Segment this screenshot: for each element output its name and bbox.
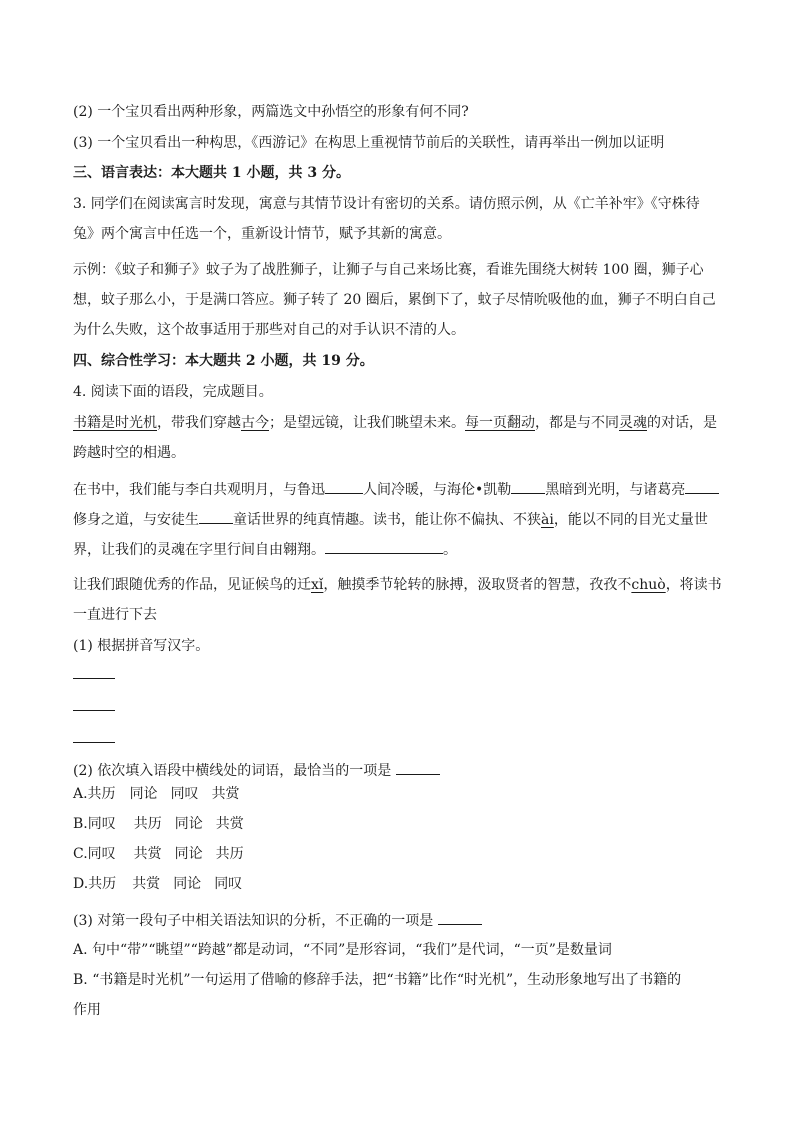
answer-blank[interactable] <box>73 664 115 679</box>
option-word: 同论 <box>173 876 202 892</box>
answer-line-3[interactable] <box>73 728 115 749</box>
underlined-phrase: 灵魂 <box>619 415 647 431</box>
passage-text: ，都是与不同 <box>535 415 619 431</box>
passage-text: 黑暗到光明，与诸葛亮 <box>545 482 686 498</box>
option-row-b[interactable] <box>73 814 244 834</box>
passage-text: ，能以不同的目光丈量世 <box>553 512 708 528</box>
passage-paragraph-2-line-2 <box>73 509 708 530</box>
question-3-line-2: 兔》两个寓言中任选一个，重新设计情节，赋予其新的寓意。 <box>73 226 451 242</box>
passage-text: 童话世界的纯真情趣。读书，能让你不偏执、不狭 <box>233 512 541 528</box>
passage-text: ，带我们穿越 <box>157 415 241 431</box>
option-row-d[interactable] <box>73 874 242 894</box>
question-4-intro: 4. 阅读下面的语段，完成题目。 <box>73 384 273 400</box>
option-b-line-2: 作用 <box>73 1002 101 1018</box>
question-2-sub-3: (3) 一个宝贝看出一种构思，《西游记》在构思上重视情节前后的关联性，请再举出一例加以证明 <box>73 135 665 151</box>
option-word: 共历 <box>133 816 162 832</box>
option-word: A.共历 <box>73 786 116 802</box>
sub-question-3 <box>73 910 482 931</box>
passage-text: ；是望远镜，让我们眺望未来。 <box>269 415 465 431</box>
passage-text: 让我们跟随优秀的作品，见证候鸟的迁 <box>73 577 311 593</box>
option-word: C.同叹 <box>73 846 116 862</box>
answer-blank[interactable] <box>73 728 115 743</box>
section-3-title: 三、语言表达：本大题共 1 小题，共 3 分。 <box>73 165 350 181</box>
answer-blank[interactable] <box>438 910 482 925</box>
option-word: D.共历 <box>73 876 117 892</box>
question-3-line-1: 3. 同学们在阅读寓言时发现，寓意与其情节设计有密切的关系。请仿照示例，从《亡羊补牢》《守株待 <box>73 196 700 212</box>
passage-paragraph-1-line-2: 跨越时空的相遇。 <box>73 445 185 461</box>
passage-text: 人间冷暖，与海伦•凯勒 <box>363 482 512 498</box>
answer-blank[interactable] <box>325 479 363 494</box>
pinyin-prompt: xǐ <box>311 577 324 593</box>
passage-paragraph-2-line-3 <box>73 539 457 560</box>
example-line-2: 想，蚊子那么小，于是满口答应。狮子转了 20 圈后，累倒下了，蚊子尽情吮吸他的血，狮子不明白自己 <box>73 292 716 308</box>
sub-question-2 <box>73 760 440 781</box>
answer-blank[interactable] <box>396 760 440 775</box>
passage-text: 界，让我们的灵魂在字里行间自由翱翔。 <box>73 542 325 558</box>
section-4-title: 四、综合性学习：本大题共 2 小题，共 19 分。 <box>73 353 374 369</box>
passage-paragraph-1-line-1 <box>73 413 717 433</box>
option-word: B.同叹 <box>73 816 116 832</box>
passage-text: 的对话，是 <box>647 415 717 431</box>
answer-blank[interactable] <box>73 696 115 711</box>
answer-line-2[interactable] <box>73 696 115 717</box>
option-word: 共赏 <box>215 816 244 832</box>
pinyin-prompt: ài <box>541 512 554 528</box>
pinyin-prompt: chuò <box>631 577 666 593</box>
option-a[interactable]: A. 句中“带”“眺望”“跨越”都是动词，“不同”是形容词，“我们”是代词，“一页”是数量词 <box>73 942 612 958</box>
underlined-phrase: 每一页翻动 <box>465 415 535 431</box>
underlined-phrase: 古今 <box>241 415 269 431</box>
option-word: 共赏 <box>133 846 162 862</box>
option-word: 同叹 <box>170 786 199 802</box>
passage-text: 。 <box>443 542 457 558</box>
answer-blank[interactable] <box>325 539 443 554</box>
underlined-phrase: 书籍是时光机 <box>73 415 157 431</box>
sub-question-1: (1) 根据拼音写汉字。 <box>73 638 210 654</box>
option-word: 同论 <box>174 816 203 832</box>
option-word: 共赏 <box>132 876 161 892</box>
example-line-3: 为什么失败，这个故事适用于那些对自己的对手认识不清的人。 <box>73 322 465 338</box>
passage-paragraph-3-line-2: 一直进行下去 <box>73 607 157 623</box>
answer-line-1[interactable] <box>73 664 115 685</box>
answer-blank[interactable] <box>511 479 545 494</box>
question-text: (2) 依次填入语段中横线处的词语，最恰当的一项是 <box>73 763 392 779</box>
passage-text: ，触摸季节轮转的脉搏，汲取贤者的智慧，孜孜不 <box>323 577 632 593</box>
passage-text: 在书中，我们能与李白共观明月，与鲁迅 <box>73 482 325 498</box>
passage-text: ，将读书 <box>665 577 722 593</box>
passage-paragraph-2-line-1 <box>73 479 719 500</box>
option-row-a[interactable] <box>73 784 240 804</box>
option-word: 共历 <box>215 846 244 862</box>
passage-paragraph-3-line-1 <box>73 575 722 595</box>
option-word: 共赏 <box>211 786 240 802</box>
option-word: 同论 <box>174 846 203 862</box>
passage-text: 修身之道，与安徒生 <box>73 512 199 528</box>
question-text: (3) 对第一段句子中相关语法知识的分析，不正确的一项是 <box>73 913 434 929</box>
answer-blank[interactable] <box>685 479 719 494</box>
question-2-sub-2: (2) 一个宝贝看出两种形象，两篇选文中孙悟空的形象有何不同? <box>73 104 469 120</box>
option-row-c[interactable] <box>73 844 244 864</box>
option-word: 同叹 <box>214 876 243 892</box>
option-word: 同论 <box>129 786 158 802</box>
option-b-line-1[interactable]: B. “书籍是时光机”一句运用了借喻的修辞手法，把“书籍”比作“时光机”，生动形象地写出了书籍的 <box>73 972 682 988</box>
answer-blank[interactable] <box>199 509 233 524</box>
example-line-1: 示例：《蚊子和狮子》蚊子为了战胜狮子，让狮子与自己来场比赛，看谁先围绕大树转 100 圈，狮子心 <box>73 262 704 278</box>
